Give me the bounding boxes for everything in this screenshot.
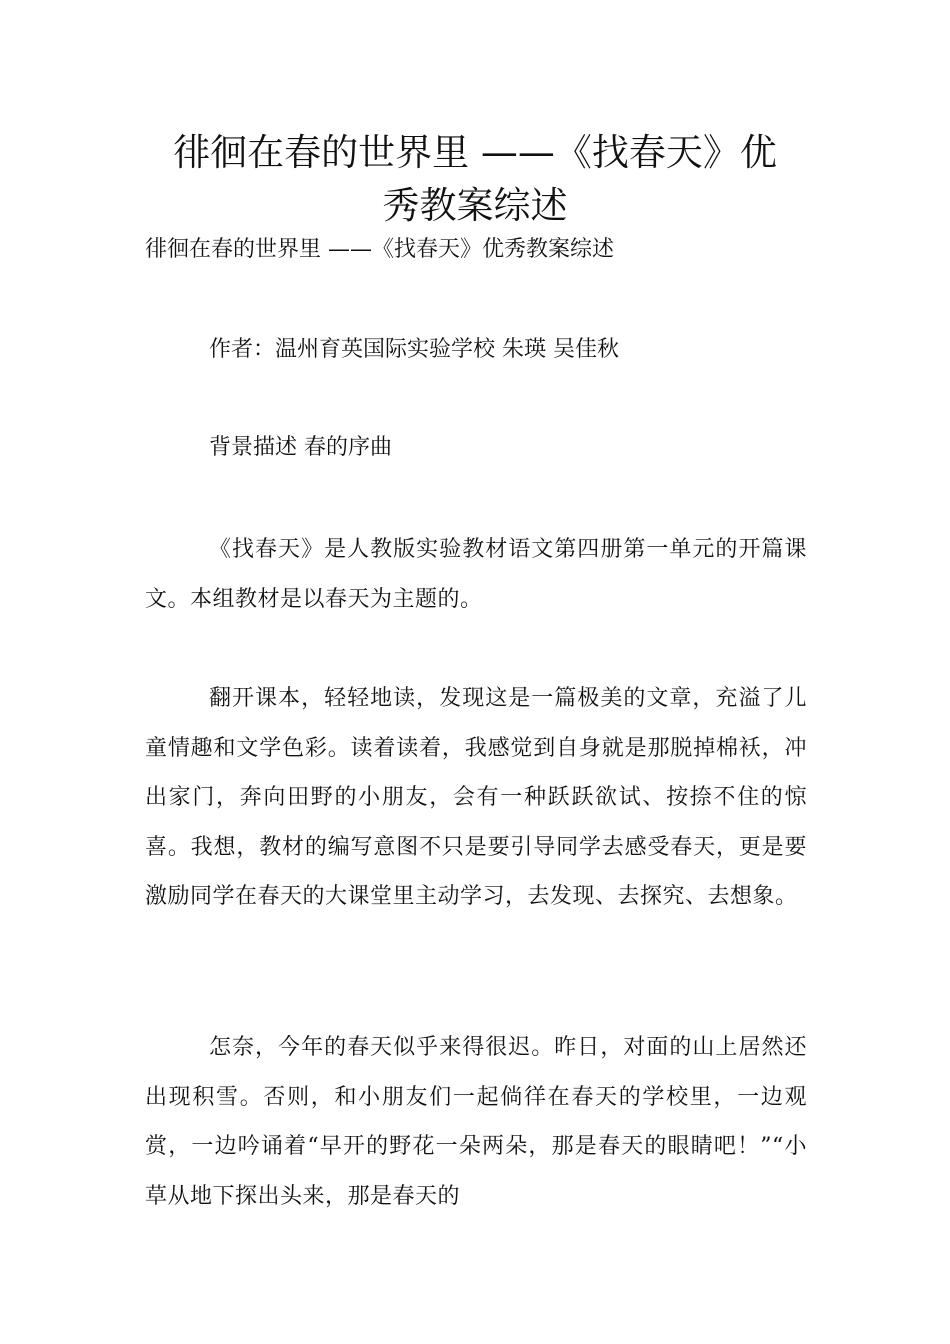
author-line: 作者：温州育英国际实验学校 朱瑛 吴佳秋	[209, 337, 619, 362]
paragraph-2: 翻开课本，轻轻地读，发现这是一篇极美的文章，充溢了儿童情趣和文学色彩。读着读着，我感觉到自身就是那脱掉棉袄，冲出家门，奔向田野的小朋友，会有一种跃跃欲试、按捺不住的惊喜。我想，教材的编写意图不只是要引导同学去感受春天，更是要激励同学在春天的大课堂里主动学习，去发现、去探究、去想象。	[145, 686, 807, 910]
paragraph-3: 怎奈，今年的春天似乎来得很迟。昨日，对面的山上居然还出现积雪。否则，和小朋友们一起倘徉在春天的学校里，一边观赏，一边吟诵着“早开的野花一朵两朵，那是春天的眼睛吧！”“小草从地下探出头来，那是春天的	[145, 1035, 807, 1209]
paragraph-1: 《找春天》是人教版实验教材语文第四册第一单元的开篇课文。本组教材是以春天为主题的。	[145, 537, 807, 612]
document-title-line-2: 秀教案综述	[382, 184, 568, 227]
document-subtitle: 徘徊在春的世界里 ——《找春天》优秀教案综述	[145, 237, 614, 262]
document-title-line-1: 徘徊在春的世界里 ——《找春天》优	[173, 131, 777, 174]
document-title	[120, 126, 830, 232]
section-heading: 背景描述 春的序曲	[209, 435, 392, 460]
